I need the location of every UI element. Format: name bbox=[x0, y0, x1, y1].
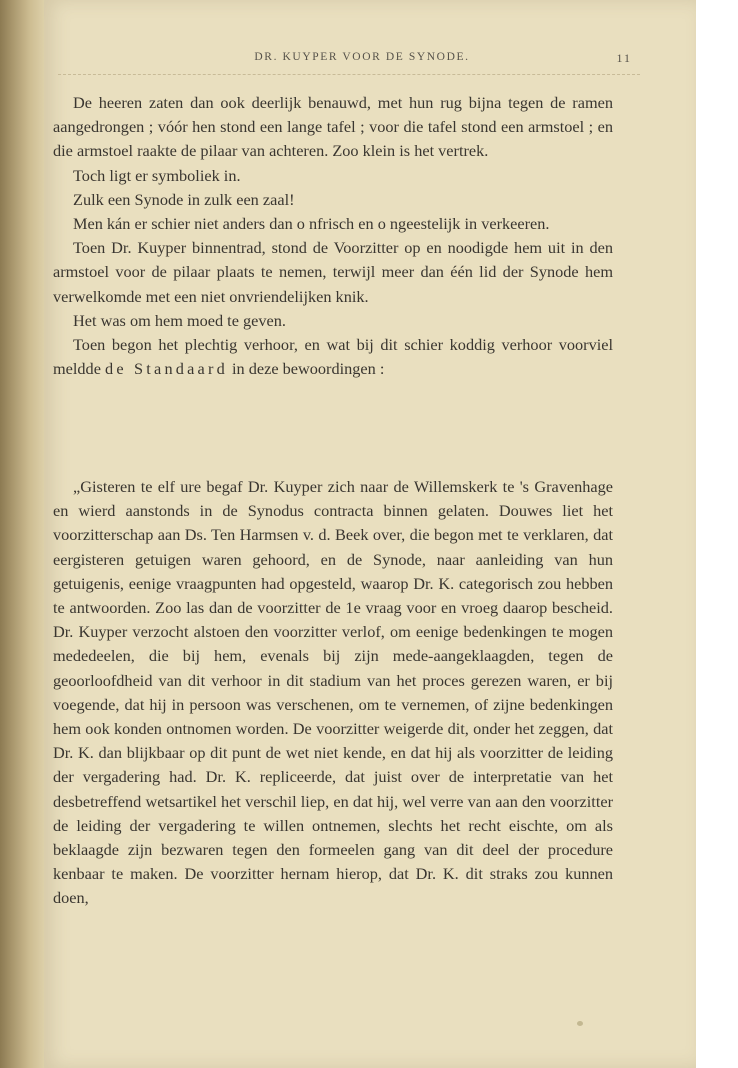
page-gutter-shadow bbox=[0, 0, 44, 1068]
page-number: 11 bbox=[616, 51, 632, 65]
paragraph: Toch ligt er symboliek in. bbox=[73, 165, 241, 185]
paragraph: Het was om hem moed te geven. bbox=[73, 310, 286, 330]
paragraph-standaard-intro bbox=[53, 333, 613, 381]
paragraph: Toen Dr. Kuyper binnentrad, stond de Voorzitter op en noodigde hem uit in den armstoel voor de pilaar plaats te nemen, terwijl meer dan één lid der Synode hem verwelkomde met een niet onvriendelijken knik. bbox=[53, 238, 613, 306]
running-head bbox=[92, 51, 632, 69]
header-rule bbox=[58, 74, 640, 75]
quoted-report bbox=[53, 475, 613, 911]
quote-paragraph: „Gisteren te elf ure begaf Dr. Kuyper zich naar de Willemskerk te 's Gravenhage en wierd aanstonds in de Synodus contracta binnen gelaten. Douwes liet het voorzitterschap aan Ds. Ten Harmsen v. d. Beek over, die begon met te verklaren, dat eergisteren getuigen waren gehoord, en de Synode, naar aanleiding van hun getuigenis, eenige vraagpunten had opgesteld, waarop Dr. K. categorisch zou hebben te antwoorden. Zoo las dan de voorzitter de 1e vraag voor en vroeg daarop bescheid. Dr. Kuyper verzocht alstoen den voorzitter verlof, om eenige bedenkingen te mogen mededeelen, die bij hem, evenals bij zijn mede-aangeklaagden, tegen de geoorloofdheid van dit verhoor in dit stadium van het proces gerezen waren, er bij voegende, dat hij in persoon was verschenen, om te vernemen, of zijne bedenkingen hem ook konden ontnomen worden. De voorzitter weigerde dit, onder het zeggen, dat Dr. K. dan blijkbaar op dit punt de wet niet kende, en dat hij als voorzitter de leiding der vergadering had. Dr. K. repliceerde, dat juist over de interpretatie van het desbetreffend wetsartikel het verschil liep, en dat hij, wel verre van aan den voorzitter de leiding der vergadering te willen ontnemen, slechts het recht eischte, om als beklaagde zijn bezwaren tegen den formeelen gang van dit deel der procedure kenbaar te maken. De voorzitter hernam hierop, dat Dr. K. dit straks zou kunnen doen, bbox=[53, 477, 613, 908]
newspaper-name: de Standaard bbox=[105, 359, 228, 379]
narrative-text bbox=[53, 91, 613, 381]
paper-spot bbox=[577, 1021, 583, 1026]
paragraph: Zulk een Synode in zulk een zaal! bbox=[73, 189, 295, 209]
running-title: DR. KUYPER VOOR DE SYNODE. bbox=[254, 51, 470, 63]
page-margin-strip bbox=[696, 0, 738, 1068]
paragraph: Men kán er schier niet anders dan o nfrisch en o ngeestelijk in verkeeren. bbox=[73, 214, 550, 234]
paragraph-text: in deze bewoordingen : bbox=[227, 359, 385, 379]
paragraph-text: Toen begon het plechtig verhoor, en wat bij dit schier koddig verhoor voorviel meldde bbox=[53, 335, 613, 379]
paragraph: De heeren zaten dan ook deerlijk benauwd, met hun rug bijna tegen de ramen aangedrongen ; vóór hen stond een lange tafel ; voor die tafel stond een armstoel ; en die armstoel raakte de pilaar van achteren. Zoo klein is het vertrek. bbox=[53, 93, 613, 161]
